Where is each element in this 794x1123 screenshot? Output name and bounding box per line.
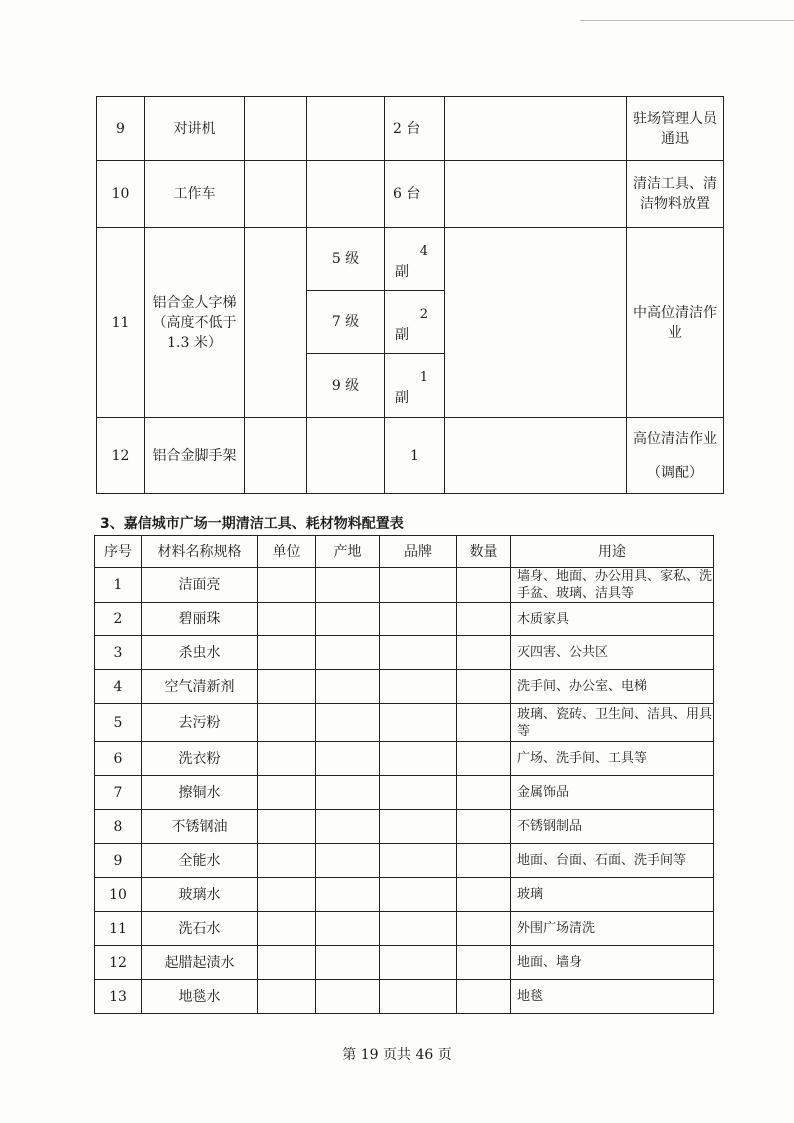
unit xyxy=(258,636,316,670)
origin xyxy=(316,704,380,742)
row-number: 13 xyxy=(95,980,142,1014)
origin xyxy=(316,636,380,670)
quantity: 6 台 xyxy=(385,161,445,228)
quantity xyxy=(457,912,511,946)
brand xyxy=(380,742,457,776)
table-row xyxy=(95,568,714,603)
quantity: 2 台 xyxy=(385,97,445,161)
table-row xyxy=(97,228,724,291)
table-row xyxy=(95,670,714,704)
usage: 清洁工具、清洁物料放置 xyxy=(627,161,724,228)
unit xyxy=(258,776,316,810)
equipment-table xyxy=(96,96,724,494)
table-row xyxy=(95,742,714,776)
brand xyxy=(380,704,457,742)
usage: 玻璃 xyxy=(511,878,714,912)
page-footer: 第 19 页共 46 页 xyxy=(342,1047,452,1063)
quantity xyxy=(457,980,511,1014)
brand xyxy=(380,844,457,878)
usage: 木质家具 xyxy=(511,603,714,636)
brand xyxy=(380,912,457,946)
table-row xyxy=(95,636,714,670)
table-row xyxy=(97,418,724,494)
material-name: 洗衣粉 xyxy=(142,742,258,776)
supplies-table xyxy=(94,535,714,1014)
item-name: 工作车 xyxy=(145,161,245,228)
unit xyxy=(258,946,316,980)
supplies-table-body xyxy=(95,568,714,1014)
origin xyxy=(316,742,380,776)
origin xyxy=(316,980,380,1014)
table-row xyxy=(95,603,714,636)
quantity xyxy=(457,844,511,878)
quantity xyxy=(457,776,511,810)
row-number: 6 xyxy=(95,742,142,776)
table-row xyxy=(95,980,714,1014)
row-number: 7 xyxy=(95,776,142,810)
usage: 灭四害、公共区 xyxy=(511,636,714,670)
origin xyxy=(316,844,380,878)
header-cell: 产地 xyxy=(316,536,380,568)
item-name: 对讲机 xyxy=(145,97,245,161)
origin xyxy=(316,670,380,704)
usage: 驻场管理人员通迅 xyxy=(627,97,724,161)
material-name: 空气清新剂 xyxy=(142,670,258,704)
material-name: 擦铜水 xyxy=(142,776,258,810)
origin xyxy=(316,946,380,980)
table-row xyxy=(95,912,714,946)
row-number: 10 xyxy=(95,878,142,912)
unit xyxy=(258,742,316,776)
material-name: 玻璃水 xyxy=(142,878,258,912)
header-cell: 用途 xyxy=(511,536,714,568)
unit xyxy=(258,603,316,636)
quantity xyxy=(457,946,511,980)
unit xyxy=(258,810,316,844)
quantity xyxy=(457,568,511,603)
usage: 玻璃、瓷砖、卫生间、洁具、用具等 xyxy=(511,704,714,742)
row-number: 8 xyxy=(95,810,142,844)
brand xyxy=(380,603,457,636)
row-number: 10 xyxy=(97,161,145,228)
usage: 洗手间、办公室、电梯 xyxy=(511,670,714,704)
ladder-spec: 9 级 xyxy=(307,354,385,418)
unit xyxy=(258,670,316,704)
quantity xyxy=(457,603,511,636)
usage: 墙身、地面、办公用具、家私、洗手盆、玻璃、洁具等 xyxy=(511,568,714,603)
row-number: 11 xyxy=(97,228,145,418)
usage: 高位清洁作业 （调配） xyxy=(627,418,724,494)
table-row xyxy=(95,810,714,844)
brand xyxy=(380,670,457,704)
brand xyxy=(380,568,457,603)
quantity xyxy=(457,704,511,742)
quantity: 4 副 xyxy=(385,228,445,291)
quantity xyxy=(457,742,511,776)
header-cell: 材料名称规格 xyxy=(142,536,258,568)
origin xyxy=(316,810,380,844)
quantity: 1 xyxy=(385,418,445,494)
usage: 地面、墙身 xyxy=(511,946,714,980)
row-number: 12 xyxy=(95,946,142,980)
quantity xyxy=(457,878,511,912)
table-header-row xyxy=(95,536,714,568)
row-number: 4 xyxy=(95,670,142,704)
material-name: 全能水 xyxy=(142,844,258,878)
row-number: 11 xyxy=(95,912,142,946)
usage: 金属饰品 xyxy=(511,776,714,810)
header-cell: 品牌 xyxy=(380,536,457,568)
row-number: 1 xyxy=(95,568,142,603)
material-name: 不锈钢油 xyxy=(142,810,258,844)
brand xyxy=(380,810,457,844)
material-name: 地毯水 xyxy=(142,980,258,1014)
brand xyxy=(380,946,457,980)
scan-edge-line xyxy=(580,20,794,21)
table-row xyxy=(97,97,724,161)
brand xyxy=(380,776,457,810)
brand xyxy=(380,980,457,1014)
brand xyxy=(380,636,457,670)
ladder-spec: 7 级 xyxy=(307,291,385,354)
material-name: 洗石水 xyxy=(142,912,258,946)
material-name: 起腊起渍水 xyxy=(142,946,258,980)
header-cell: 序号 xyxy=(95,536,142,568)
row-number: 9 xyxy=(95,844,142,878)
table-row xyxy=(95,878,714,912)
table-row xyxy=(95,704,714,742)
origin xyxy=(316,912,380,946)
unit xyxy=(258,844,316,878)
material-name: 去污粉 xyxy=(142,704,258,742)
usage: 外围广场清洗 xyxy=(511,912,714,946)
origin xyxy=(316,878,380,912)
unit xyxy=(258,980,316,1014)
table-row xyxy=(95,844,714,878)
item-name: 铝合金脚手架 xyxy=(145,418,245,494)
unit xyxy=(258,568,316,603)
quantity xyxy=(457,810,511,844)
table-row xyxy=(95,946,714,980)
usage: 地毯 xyxy=(511,980,714,1014)
table-row xyxy=(97,161,724,228)
item-name: 铝合金人字梯（高度不低于1.3 米） xyxy=(145,228,245,418)
material-name: 杀虫水 xyxy=(142,636,258,670)
quantity xyxy=(457,636,511,670)
row-number: 5 xyxy=(95,704,142,742)
material-name: 洁面亮 xyxy=(142,568,258,603)
header-cell: 数量 xyxy=(457,536,511,568)
origin xyxy=(316,603,380,636)
quantity xyxy=(457,670,511,704)
brand xyxy=(380,878,457,912)
origin xyxy=(316,568,380,603)
origin xyxy=(316,776,380,810)
row-number: 9 xyxy=(97,97,145,161)
usage: 中高位清洁作业 xyxy=(627,228,724,418)
header-cell: 单位 xyxy=(258,536,316,568)
row-number: 12 xyxy=(97,418,145,494)
material-name: 碧丽珠 xyxy=(142,603,258,636)
table-row xyxy=(95,776,714,810)
unit xyxy=(258,912,316,946)
usage: 广场、洗手间、工具等 xyxy=(511,742,714,776)
unit xyxy=(258,878,316,912)
usage: 地面、台面、石面、洗手间等 xyxy=(511,844,714,878)
usage-note: （调配） xyxy=(647,464,703,481)
quantity: 2 副 xyxy=(385,291,445,354)
ladder-spec: 5 级 xyxy=(307,228,385,291)
unit xyxy=(258,704,316,742)
quantity: 1 副 xyxy=(385,354,445,418)
section-heading: 3、嘉信城市广场一期清洁工具、耗材物料配置表 xyxy=(100,516,404,532)
row-number: 2 xyxy=(95,603,142,636)
row-number: 3 xyxy=(95,636,142,670)
usage: 不锈钢制品 xyxy=(511,810,714,844)
